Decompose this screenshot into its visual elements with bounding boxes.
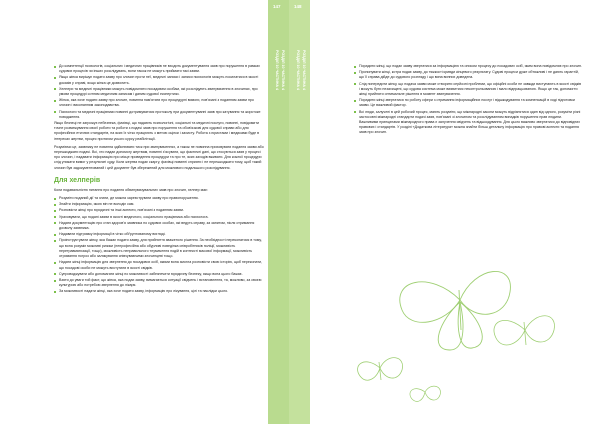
list-item: Слід попередити жінку, що подача заяви може створити серйозні проблеми, що офіційні особи не завжди виступають в якості свідків і можуть бути незахищені, що судова система може виявитися неконтрольованою і мало відпрацьованою. Якщо це так, допомогти жінці прийняти оптимальне рішення в момент звинувачення. [354,82,582,98]
list-item: Надавати підтримку інформації в чітко обґрунтованому вигляді. [54,232,266,237]
left-band-label [278,50,287,140]
right-page [310,0,600,424]
left-text-column [54,64,266,296]
list-item: Розповісти жінці про юридичні та інші аспекти, пов’язані з поданням заяви. [54,208,266,213]
left-page-number: 147 [273,4,281,9]
list-item: Жінка, яка хоче подати заяву про злочин, повинна пам’ятати про процедурні вимоги, пов’язані з поданням заяви про злочин і виконанням законодавства. [54,98,266,108]
butterfly-large-icon [400,271,511,350]
list-item: Пропонувати жінці, котра подає заяву, до тяжкості кривди кінцевого результату. Судові процеси дуже обтяжливі і не дають гарантій, що її справа дійде до судового розгляду і що вина винних доведена. [354,70,582,80]
band-text: РОЗДІЛ 10 ЧАСТИНА 4 [302,50,306,90]
list-item: Ураховувати, що подані заяви в якості медичного, соціального працівника або психолога. [54,215,266,220]
intro-bullet-list [54,64,266,120]
paragraph: Розуміючи це, заявнику не повинна здійснювати тиск при звинуваченнях, а також не повинна приховувати подання заяви або перешкоджати подачі. Всі, хто надає допомогу жертвам, повинні з’ясувати, що фактичні дані, що стосуються заяв у процесі про злочин, і надавати інформацію про місце проведення процедури та про те, яких заходів вживати. Для кожної процедури слід уникати вимог у результаті суду. Коли жертва подає скаргу, фахівці повинні сприяти і не перешкоджати тому, щоб такий злочин був задокументований і цей документ був збережений для можливого подальшого розслідування. [54,144,264,170]
list-item: За можливості надати жінці, яка хоче подати заяву, інформацію про лікування, цілі та наслідки цього. [54,289,266,294]
butterfly-tiny-icon [410,386,441,401]
list-item: Порадити жінці, що подає заяву звертатися за інформацією та описом процесу до посадових осіб, яким вона повідомляє про злочин. [354,64,582,69]
list-item: Порадити жінці звертатися по роботу сфери з отримання інформаційних послуг і відшкодування та компенсацій в ході підготовки заяви. Це важливий фактор. [354,98,582,108]
list-item: Якщо жінка вирішує подати заяву про злочин проти неї, медичні записи і записи психологів можуть посилатися в якості доказів у справі, якщо жінка це дозволить. [54,75,266,85]
list-item: Надати жінці інформацію для звернення до посадових осіб, якими вона змогла розповісти свою історію, щоб переконати, що посадові особи не можуть виступати в якості свідків. [54,260,266,270]
list-item: Психологи та медичні працівники повинні дотримуватися протоколу при документуванні заяв про катування та жорстоке поводження. [54,110,266,120]
list-item: Знайти інформацію, якою він не володіє сам. [54,202,266,207]
right-band-label [299,50,308,140]
butterfly-medium-icon [494,316,555,345]
list-item: Розуміти поданий дії та знати, де можна зареєструвати заяву про правопорушення. [54,196,266,201]
butterfly-decoration [310,0,600,424]
list-item: Супроводжувати або допомагати жінці по можливості забезпечити юридичну безпеку, якщо вона цього бажає. [54,272,266,277]
list-item: До компетенції психологів, соціальних і медичних працівників не входить документування заяв про порушення в рамках судових процесів чи інших розслідувань, вони також не можуть приймати такі заяви. [54,64,266,74]
right-page-number: 148 [294,4,302,9]
list-item: Проінструктувати жінку, яка бажає подати заяву, для прийняття зваженого рішення. За необхідності переконатися в тому, що вона розуміє можливі ризики (непрофесійна або обурливі поведінка співробітників поліції, можливість перетравматизації, тощо), можливість неправильного тлумачення подій в контексті масової інформації, можливість отримання погроз або залякування співчуваючими злочинцеві тощо. [54,238,266,259]
section-heading: Для хелперів [54,176,101,184]
list-item: Взяти до уваги той факт, що жінка, яка подає заяву, вимагається ситуації свідчень і встановлення, та, можливо, за своєю культурою або потребою звернення до лікаря. [54,278,266,288]
helper-bullet-list [54,196,266,294]
list-item: Хелпери та медичні працівники можуть повідомляти посадовим особам, які розслідують звинувачення в злочинах, про умови процедурі сотням медичним записам і даним судової експертизи. [54,87,266,97]
paragraph: Якщо безпеці не загрожує небезпека, фахівці, що надають психологічні, соціальні та медичні послуги, повинні, повідомити точне розмежування своєї роботи та роботи з подачі заяв про порушення та обов’язкові для судової справи або для професійних етичних стандартів, на яких їх чітко працюють з метою оцінки і захисту. Робота з юристами і медиками буде в інтересах жертви, процес протягом усього курсу реабілітації. [54,121,260,141]
list-item: Всі люди, залучені в цей робочий процес, мають розуміти, що міжнародні закони можуть відрізнятися один від одного, розуміти різні застосовні міжнародні стандарти подачі заяв, пов’язані зі злочином та розслідуванням випадків порушення прав людини. Важливими принципами міжнародного права є залучення свідчень та відшкодування. Для цього важливо звертатися до відповідних правових і стандартів. У розділі «Додаткова література» можна знайти більш детальну інформацію про правові аспекти та подання заяв про злочин. [354,110,582,136]
band-text: РОЗДІЛ 10 ЧАСТИНА 4 [296,50,300,90]
butterfly-small-icon [358,358,403,381]
list-item: Надати документацію про стан здоров’я заявника по судових особах, які ведуть справу, за запитом, після отримання дозволу заявника. [54,221,266,231]
left-page [0,0,268,424]
band-text: РОЗДІЛ 10 ЧАСТИНА 4 [281,50,285,90]
heading-intro: Коли подавальністю питання про подання обвинувачувальних заяв про злочин, хелпер має: [54,187,208,192]
band-text: РОЗДІЛ 10 ЧАСТИНА 4 [275,50,279,90]
